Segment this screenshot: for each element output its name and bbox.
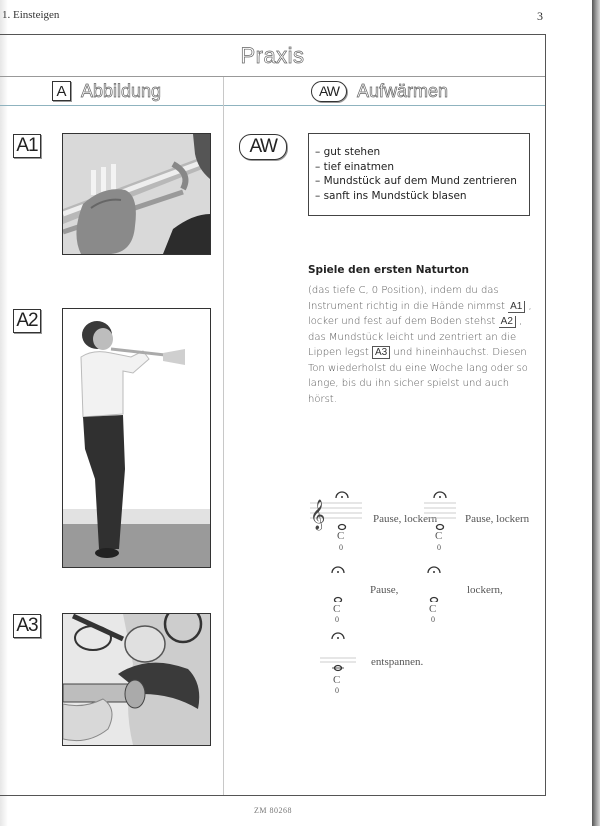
instruction-text: , das Mundstück leicht und zentriert an die Lippen legst [308,316,523,358]
whole-note-icon [339,525,346,530]
column-header-abbildung [52,77,161,105]
column-header-row [0,77,545,106]
treble-clef-icon: 𝄞 [310,500,326,530]
phrase-text: lockern, [467,584,503,596]
aufwaermen-badge: AW [311,81,347,102]
figure-label-a2: A2 [13,309,41,333]
publisher-code: ZM 80268 [254,806,292,815]
note-name: C [333,674,341,686]
column-divider [223,77,224,795]
phrase-text: Pause, lockern [465,513,530,525]
phrase-text: Pause, [370,584,399,596]
note-name: C [337,530,345,542]
whole-note-icon [437,525,444,530]
photo-a3-mouthpiece [62,613,211,746]
abbildung-heading: Abbildung [81,80,162,101]
whole-note-icon [431,598,438,603]
section-title: Praxis [240,42,305,68]
photo-a1-hands-trumpet [62,133,211,255]
figure-label-a3: A3 [13,614,41,638]
staff-fermata-note [418,562,458,628]
warmup-item: – sanft ins Mundstück blasen [315,189,467,202]
whole-note-icon [335,598,342,603]
figure-ref-a1: A1 [508,301,525,313]
phrase-text: entspannen. [371,656,424,668]
valve-position: 0 [335,615,339,624]
note-name: C [429,603,437,615]
valve-position: 0 [431,615,435,624]
page-number: 3 [537,9,543,23]
aufwaermen-heading: Aufwärmen [357,80,449,101]
staff-fermata-note [322,562,362,628]
phrase-text: Pause, lockern [373,513,438,525]
staff-fermata-note [420,491,460,557]
staff-fermata-note [318,630,362,696]
abbildung-badge: A [52,81,71,101]
instruction-text: (das tiefe C, 0 Position), indem du das Instrument richtig in die Hände nimmst [308,285,509,312]
valve-position: 0 [437,543,441,552]
instruction-text: , locker und fest auf dem Boden stehst [308,300,532,327]
figure-label-a1: A1 [13,134,41,158]
column-header-aufwaermen [311,77,448,105]
photo-a2-standing-player [62,308,211,568]
running-head: 1. Einsteigen [2,9,60,21]
page-edge [592,0,600,826]
instruction-text: und hineinhauchst. Diesen Ton wiederholst du eine Woche lang oder so lange, bis du ihn sicher spielst und auch hörst. [308,347,528,405]
warmup-item: – Mundstück auf dem Mund zentrieren [315,175,517,187]
warmup-checklist [308,133,530,216]
instruction-body [308,283,533,407]
warmup-item: – tief einatmen [315,160,395,173]
warmup-badge: AW [239,134,287,160]
staff-with-treble-clef [306,491,366,557]
figure-ref-a3: A3 [372,346,390,359]
note-name: C [435,530,443,542]
note-name: C [333,603,341,615]
valve-position: 0 [335,686,339,695]
valve-position: 0 [339,543,343,552]
warmup-item: – gut stehen [315,146,381,158]
figure-ref-a2: A2 [499,316,516,328]
section-title-row [0,35,545,77]
instruction-title: Spiele den ersten Naturton [308,264,470,276]
